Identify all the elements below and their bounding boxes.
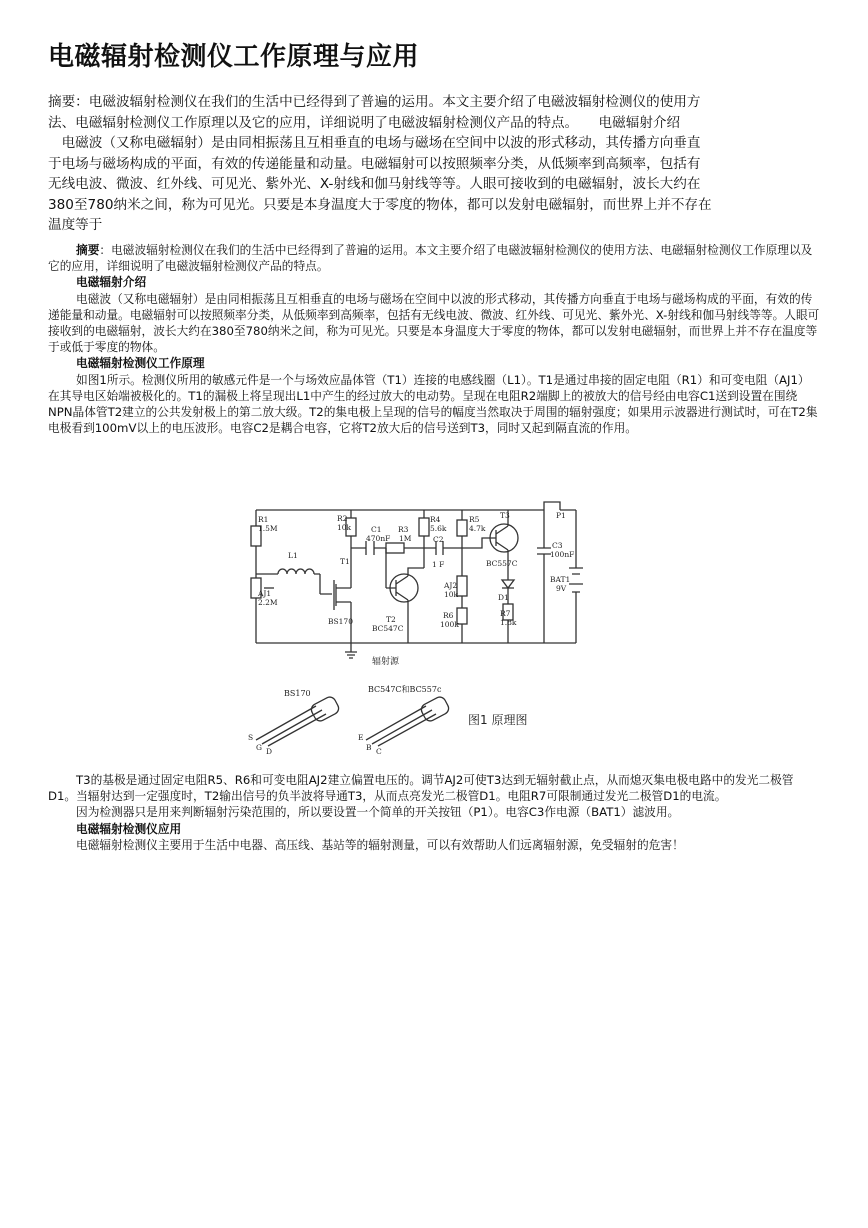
- article-body-top: [48, 242, 820, 436]
- paragraph-t3: T3的基极是通过固定电阻R5、R6和可变电阻AJ2建立偏置电压的。调节AJ2可使T3达到无辐射截止点，从而熄灭集电极电路中的发光二极管D1。当辐射达到一定强度时，T2输出信号的负半波将导通T3，从而点亮发光二极管D1。电阻R7可限制通过发光二极管D1的电流。: [48, 773, 794, 804]
- pin-label: S: [248, 733, 254, 742]
- summary-line: 摘要：电磁波辐射检测仪在我们的生活中已经得到了普遍的运用。本文主要介绍了电磁波辐射检测仪的使用方: [48, 94, 701, 110]
- label-aj1-value: 2.2M: [258, 598, 278, 607]
- abstract-text: ：电磁波辐射检测仪在我们的生活中已经得到了普遍的运用。本文主要介绍了电磁波辐射检测仪的使用方法、电磁辐射检测仪工作原理以及它的应用，详细说明了电磁波辐射检测仪产品的特点。: [48, 243, 813, 274]
- label-c2-value: 1 F: [432, 560, 445, 569]
- label-r1: R1: [258, 515, 269, 524]
- label-r5-value: 4.7k: [469, 524, 486, 533]
- label-c3-value: 100nF: [550, 550, 575, 559]
- summary-line: 于电场与磁场构成的平面，有效的传递能量和动量。电磁辐射可以按照频率分类，从低频率到高频率，包括有: [48, 155, 701, 172]
- summary-line: 法、电磁辐射检测仪工作原理以及它的应用，详细说明了电磁波辐射检测仪产品的特点。 电磁辐射介绍: [48, 114, 681, 131]
- summary-block: [48, 92, 812, 236]
- label-p1: P1: [556, 511, 566, 520]
- label-r2-value: 10k: [337, 523, 352, 532]
- page-title: 电磁辐射检测仪工作原理与应用: [48, 42, 420, 72]
- pin-label: D: [266, 747, 273, 756]
- label-aj1: AJ1: [258, 589, 272, 598]
- figure-caption: 图1 原理图: [468, 713, 528, 727]
- label-c3: C3: [552, 541, 563, 550]
- summary-line: 电磁波（又称电磁辐射）是由同相振荡且互相垂直的电场与磁场在空间中以波的形式移动，其传播方向垂直: [48, 135, 701, 151]
- pin-label: C: [376, 747, 382, 756]
- article-body-bottom: [48, 772, 820, 853]
- label-t1: T1: [340, 557, 350, 566]
- circuit-figure: [236, 488, 608, 758]
- label-r7: R7: [500, 609, 511, 618]
- label-t2: T2: [386, 615, 396, 624]
- pin-label: G: [256, 743, 262, 752]
- package-label-bc547: BC547C和BC557c: [368, 685, 442, 694]
- label-d1: D1: [498, 593, 509, 602]
- label-r4-value: 5.6k: [430, 524, 447, 533]
- paragraph-principle: 如图1所示。检测仪所用的敏感元件是一个与场效应晶体管（T1）连接的电感线圈（L1）。T1是通过串接的固定电阻（R1）和可变电阻（AJ1）在其导电区始端被极化的。T1的漏极上将呈现出L1中产生的经过放大的电动势。呈现在电阻R2端脚上的被放大的信号经由电容C1送到设置在围绕NPN晶体管T2建立的公共发射极上的第二放大级。T2的集电极上呈现的信号的幅度当然取决于周围的辐射强度；如果用示波器进行测试时，可在T2集电极看到100mV以上的电压波形。电容C2是耦合电容，它将T2放大后的信号送到T3，同时又起到隔直流的作用。: [48, 372, 818, 436]
- label-r4: R4: [430, 515, 441, 524]
- summary-line: 380至780纳米之间，称为可见光。只要是本身温度大于零度的物体，都可以发射电磁辐射，而世界上并不存在: [48, 196, 712, 213]
- label-t3: T3: [500, 511, 510, 520]
- label-r6: R6: [443, 611, 454, 620]
- circuit-diagram: [236, 488, 608, 758]
- summary-line: 温度等于: [48, 217, 103, 233]
- label-r5: R5: [469, 515, 480, 524]
- label-r2: R2: [337, 514, 348, 523]
- label-bat: BAT1: [550, 575, 571, 584]
- abstract-paragraph: [48, 242, 820, 274]
- label-aj2-value: 10k: [444, 590, 459, 599]
- package-label-bs170: BS170: [284, 689, 311, 698]
- summary-line: 无线电波、微波、红外线、可见光、紫外光、X-射线和伽马射线等等。人眼可接收到的电磁辐射，波长大约在: [48, 176, 701, 192]
- pin-label: B: [366, 743, 372, 752]
- paragraph-application: 电磁辐射检测仪主要用于生活中电器、高压线、基站等的辐射测量，可以有效帮助人们远离辐射源，免受辐射的危害！: [76, 837, 684, 852]
- label-l1: L1: [288, 551, 298, 560]
- label-c2: C2: [433, 535, 444, 544]
- label-r6-value: 100k: [440, 620, 459, 629]
- ground-label: 辐射源: [372, 657, 400, 667]
- label-bat-value: 9V: [556, 584, 567, 593]
- label-c1-value: 470nF: [366, 534, 391, 543]
- pin-label: E: [358, 733, 364, 742]
- label-t1-value: BS170: [328, 617, 353, 626]
- section-heading-principle: 电磁辐射检测仪工作原理: [76, 356, 205, 371]
- label-c1: C1: [371, 525, 382, 534]
- label-r3-value: 1M: [399, 534, 412, 543]
- label-t3-value: BC557C: [486, 559, 518, 568]
- abstract-label: 摘要: [76, 243, 100, 257]
- paragraph-intro: 电磁波（又称电磁辐射）是由同相振荡且互相垂直的电场与磁场在空间中以波的形式移动，其传播方向垂直于电场与磁场构成的平面，有效的传递能量和动量。电磁辐射可以按照频率分类，从低频率到高频率，包括有无线电波、微波、红外线、可见光、紫外光、X-射线和伽马射线等等。人眼可接收到的电磁辐射，波长大约在380至780纳米之间，称为可见光。只要是本身温度大于零度的物体，都可以发射电磁辐射，而世界上并不存在温度等于或低于零度的物体。: [48, 291, 820, 355]
- label-r1-value: 1.5M: [258, 524, 278, 533]
- section-heading-application: 电磁辐射检测仪应用: [76, 821, 182, 836]
- label-t2-value: BC547C: [372, 624, 404, 633]
- label-aj2: AJ2: [444, 581, 458, 590]
- label-r3: R3: [398, 525, 409, 534]
- label-r7-value: 1.8k: [500, 618, 517, 627]
- section-heading-intro: 电磁辐射介绍: [76, 275, 147, 290]
- paragraph-switch: 因为检测器只是用来判断辐射污染范围的，所以要设置一个简单的开关按钮（P1）。电容C3作电源（BAT1）滤波用。: [76, 805, 680, 820]
